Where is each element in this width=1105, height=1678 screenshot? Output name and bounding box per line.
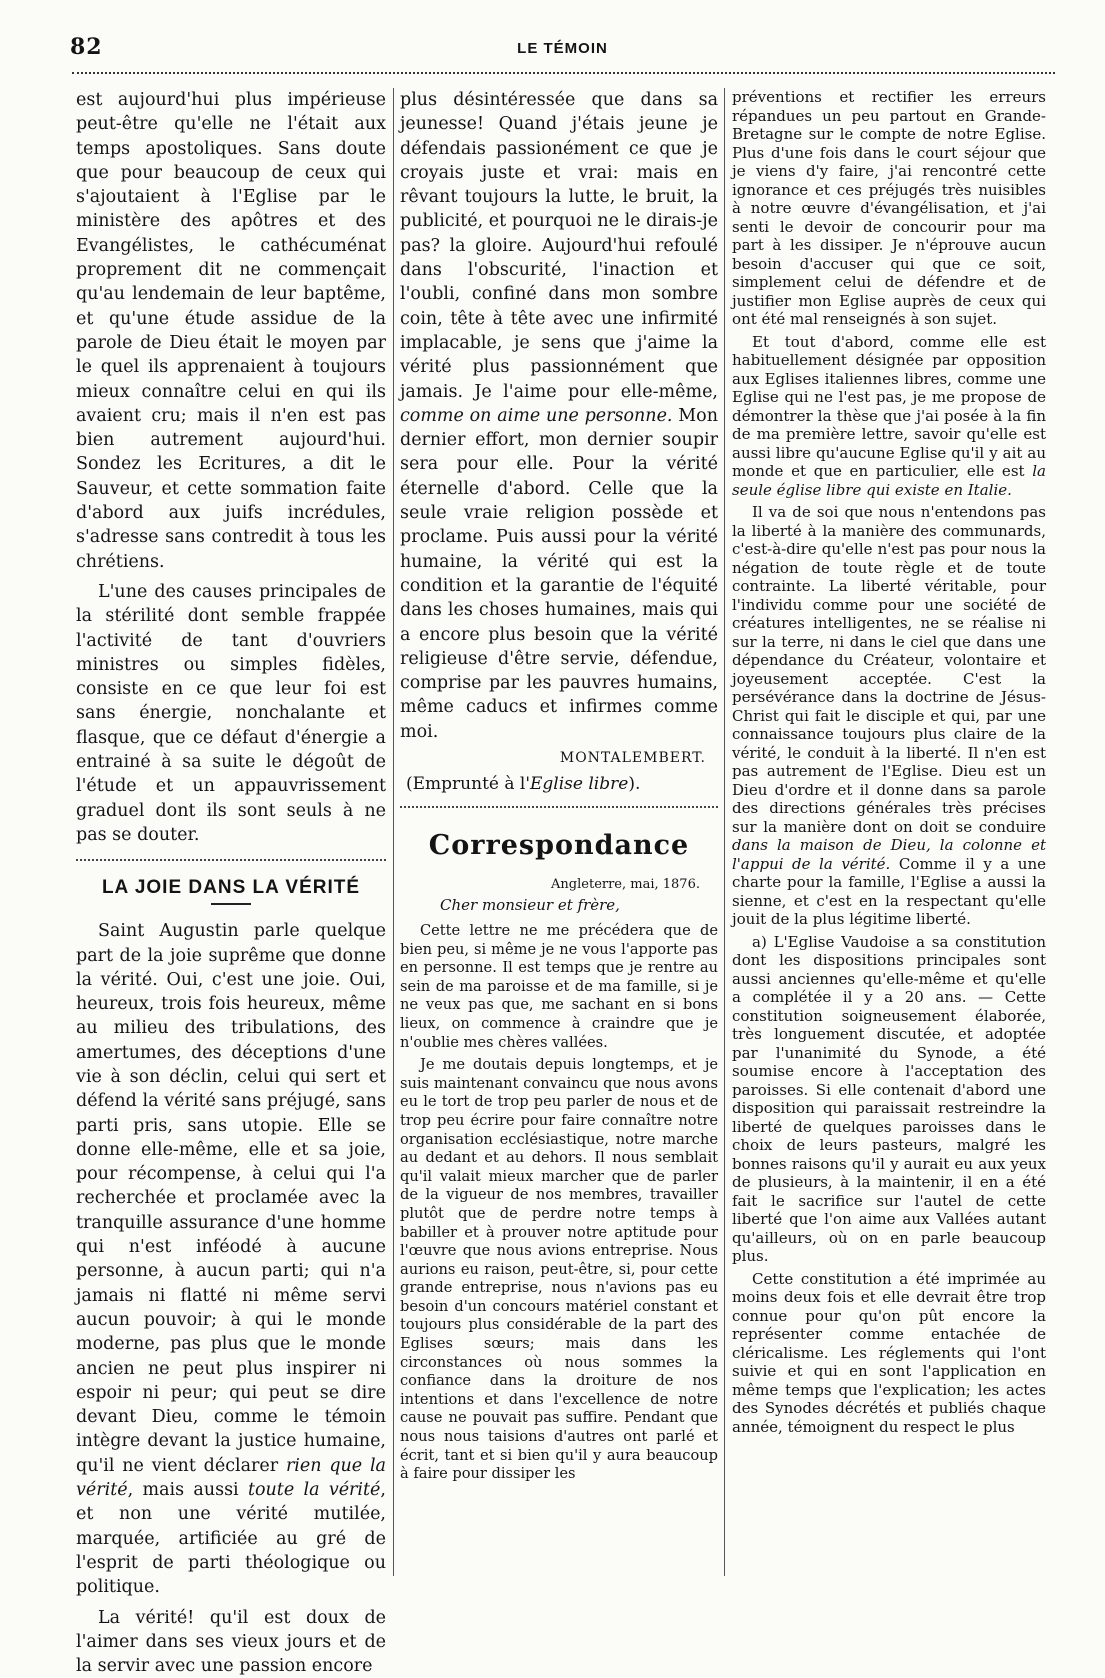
text-run: ). xyxy=(628,774,641,795)
text-run: (Emprunté à l' xyxy=(406,774,531,795)
paragraph: Cette lettre ne me précédera que de bien peu, si même je ne vous l'apporte pas en personne. Il est temps que je rentre au sein de ma paroisse et de ma famille, si je ne veux pas que, me sachant en si bons lieux, on commence à craindre que je n'oublie mes chères vallées. xyxy=(400,922,718,1051)
paragraph: est aujourd'hui plus impérieuse peut-être qu'elle ne l'était aux temps apostoliques. Sans doute que pour beaucoup de ceux qui s'ajoutaient à l'Eglise par le ministère des apôtres et des Evangélistes, le cathécuménat proprement dit ne commençait qu'au lendemain de leur baptême, et qu'une étude assidue de la parole de Dieu était le moyen par le quel ils apprenaient à toujours mieux connaître celui en qui ils avaient cru; mais il n'en est pas bien autrement aujourd'hui. Sondez les Ecritures, a dit le Sauveur, et cette sommation faite d'abord aux juifs incrédules, s'adresse sans contredit à tous les chrétiens. xyxy=(76,90,386,572)
dateline: Angleterre, mai, 1876. xyxy=(551,877,700,893)
paragraph: La vérité! qu'il est doux de l'aimer dans ses vieux jours et de la servir avec une passion encore xyxy=(76,1607,386,1677)
section-rule xyxy=(76,859,386,861)
salutation: Cher monsieur et frère, xyxy=(440,896,620,915)
source-note xyxy=(406,774,718,794)
paragraph xyxy=(400,88,718,744)
italic-text: dans la maison de Dieu, la colonne et l'appui de la vérité. xyxy=(732,836,1046,873)
text-run: Et tout d'abord, comme elle est habituellement désignée par opposition aux Eglises italiennes libres, comme une Eglise qui ne l'est pas, je me propose de démontrer la thèse que j'ai posée à la fin de ma première lettre, savoir qu'elle est aussi libre qu'aucune Eglise qu'il y ait au monde et que en particulier, elle est xyxy=(732,332,1046,480)
italic-text: comme on aime une personne. xyxy=(400,405,673,426)
text-run: Comme il y a une charte pour la famille, l'Eglise a aussi la sienne, et c'est en la respectant qu'elle jouit de la plus légitime liberté. xyxy=(732,854,1046,928)
paragraph xyxy=(732,503,1046,929)
column-divider xyxy=(724,88,725,1576)
paragraph: L'une des causes principales de la stérilité dont semble frappée l'activité de tant d'ouvriers ministres ou simples fidèles, consiste en ce que leur foi est sans énergie, nonchalante et flasque, que ce défaut d'énergie a entrainé à sa suite le dégoût de l'étude et un appauvrissement graduel dont ils sont seuls à ne pas se douter. xyxy=(76,581,386,845)
column-right xyxy=(732,88,1046,1576)
paragraph: Cette constitution a été imprimée au moins deux fois et elle devrait être trop connue pour qu'on pût encore la représenter comme entachée de cléricalisme. Les réglements qui l'ont suivie et qui en sont l'application en même temps que l'explication; les actes des Synodes décrétés et publiés chaque année, témoignent du respect le plus xyxy=(732,1269,1046,1436)
italic-text: rien que la vérité xyxy=(76,1455,386,1501)
text-run: Saint Augustin parle quelque part de la joie suprême que donne la vérité. Oui, c'est une joie. Oui, heureux, trois fois heureux, même au milieu des tribulations, des amertumes, des déceptions d'une vie à son déclin, celui qui sert et défend la vérité sans préjugé, sans parti pris, sans utopie. Elle se donne elle-même, elle et sa joie, pour récompense, à celui qui l'a recherchée et proclamée avec la tranquille assurance d'une homme qui n'est inféodé à aucune personne, à aucun parti; qui n'a jamais ni flatté ni même servi aucun pouvoir; à qui le monde moderne, pas plus que le monde ancien ne peut plus inspirer ni espoir ni peur; qui peut se dire devant Dieu, comme le témoin intègre devant la justice humaine, qu'il ne vient déclarer xyxy=(76,921,386,1476)
paragraph xyxy=(732,333,1046,500)
page-header xyxy=(70,34,1055,74)
section-rule xyxy=(400,806,718,808)
italic-text: Eglise libre xyxy=(530,774,629,795)
column-left xyxy=(76,88,386,1677)
text-run: Mon dernier effort, mon dernier soupir sera pour elle. Pour la vérité éternelle d'abord. Celle que la seule vraie religion possède et proclame. Puis aussi pour la vérité humaine, la vérité qui est la condition et la garantie de l'équité dans les choses humaines, mais qui a encore plus besoin que la vérité religieuse d'être servie, défendue, comprise par les pauvres humains, même caducs et infirmes comme moi. xyxy=(400,405,718,742)
signature: MONTALEMBERT. xyxy=(559,750,706,767)
page-number: 82 xyxy=(70,34,103,60)
paragraph: préventions et rectifier les erreurs répandues un peu partout en Grande-Bretagne sur le compte de notre Eglise. Plus d'une fois dans le court séjour que je viens d'y faire, j'ai rencontré cette ignorance et ces préjugés très nuisibles à notre œuvre d'évangélisation, et j'ai senti le devoir de concourir pour ma part à les dissiper. Je n'éprouve aucun besoin d'accuser qui que ce soit, simplement celui de défendre et de justifier mon Eglise auprès de ceux qui ont été mal renseignés à son sujet. xyxy=(732,88,1046,328)
paragraph: Je me doutais depuis longtemps, et je suis maintenant convaincu que nous avons eu le tort de trop peu parler de nous et de trop peu écrire pour faire connaître notre organisation ecclésiastique, notre marche au dedant et au dehors. Il nous semblait qu'il valait mieux marcher que de parler de la vigueur de nos membres, travailler plutôt que de perdre notre temps à babiller et à prouver notre aptitude pour l'œuvre que nous avions entreprise. Nous aurions eu raison, peut-être, si, pour cette grande entreprise, nous n'avions pas eu besoin d'un concours matériel constant et toujours plus considérable de la part des Eglises sœurs; mais dans les circonstances où nous sommes la confiance dans la droiture de nos intentions et dans l'excellence de notre cause ne pouvait pas suffire. Pendant que nous nous taisions d'autres ont parlé et écrit, tant et si bien qu'il y aura beaucoup à faire pour dissiper les xyxy=(400,1056,718,1483)
column-divider xyxy=(393,88,394,1576)
italic-text: toute la vérité xyxy=(247,1480,381,1501)
heading-underline xyxy=(211,903,251,905)
text-run: Il va de soi que nous n'entendons pas la liberté à la manière des communards, c'est-à-dire qu'elle n'est pas pour nous la négation de toute règle et de toute contrainte. La liberté véritable, pour l'individu comme pour une société de créatures intelligentes, ne se réalise ni sur la terre, ni dans le ciel que dans une dépendance du Créateur, volontaire et joyeusement acceptée. C'est la persévérance dans la doctrine de Jésus-Christ qui fait le disciple et qui, par une connaissance toujours plus claire de la vérité, le conduit à la liberté. Il n'en est pas autrement de l'Eglise. Dieu est un Dieu d'ordre et il donne dans sa parole des directions générales très précises sur la manière dont on doit se conduire xyxy=(732,503,1046,836)
text-run: , et non une vérité mutilée, marquée, artificiée au gré de l'esprit de parti théologique ou politique. xyxy=(76,1480,386,1598)
header-rule xyxy=(72,72,1055,74)
running-title: LE TÉMOIN xyxy=(517,40,608,57)
article-heading: LA JOIE DANS LA VÉRITÉ xyxy=(101,877,361,899)
text-run: plus désintéressée que dans sa jeunesse! Quand j'étais jeune je défendais passionément ce que je croyais juste et vrai: mais en rêvant toujours la lutte, le bruit, la publicité, et pourquoi ne le dirais-je pas? la gloire. Aujourd'hui refoulé dans l'obscurité, l'inaction et l'oubli, confiné dans mon sombre coin, tête à tête avec une infirmité implacable, je sens que j'aime la vérité plus passionnément que jamais. Je l'aime pour elle-même, xyxy=(400,90,718,402)
italic-text: la seule église libre qui existe en Italie. xyxy=(732,462,1046,499)
column-middle xyxy=(400,88,718,1576)
paragraph xyxy=(76,919,386,1599)
section-heading: Correspondance xyxy=(428,830,690,862)
paragraph: a) L'Eglise Vaudoise a sa constitution dont les dispositions principales sont aussi anciennes qu'elle-même et qu'elle a complétée il y a 20 ans. — Cette constitution soigneusement élaborée, très longuement discutée, et adoptée par l'unanimité du Synode, a été soumise encore à l'acceptation des paroisses. Si elle contenait d'abord une disposition qui paraissait restreindre la liberté de quelques paroisses dans le choix de leurs pasteurs, malgré les bonnes raisons qu'il y aurait eu aux yeux de plusieurs, à la maintenir, il en a été fait le sacrifice sur l'autel de cette liberté que l'on aime aux Vallées autant qu'ailleurs, où on en parle beaucoup plus. xyxy=(732,932,1046,1265)
text-run: , mais aussi xyxy=(127,1480,248,1501)
